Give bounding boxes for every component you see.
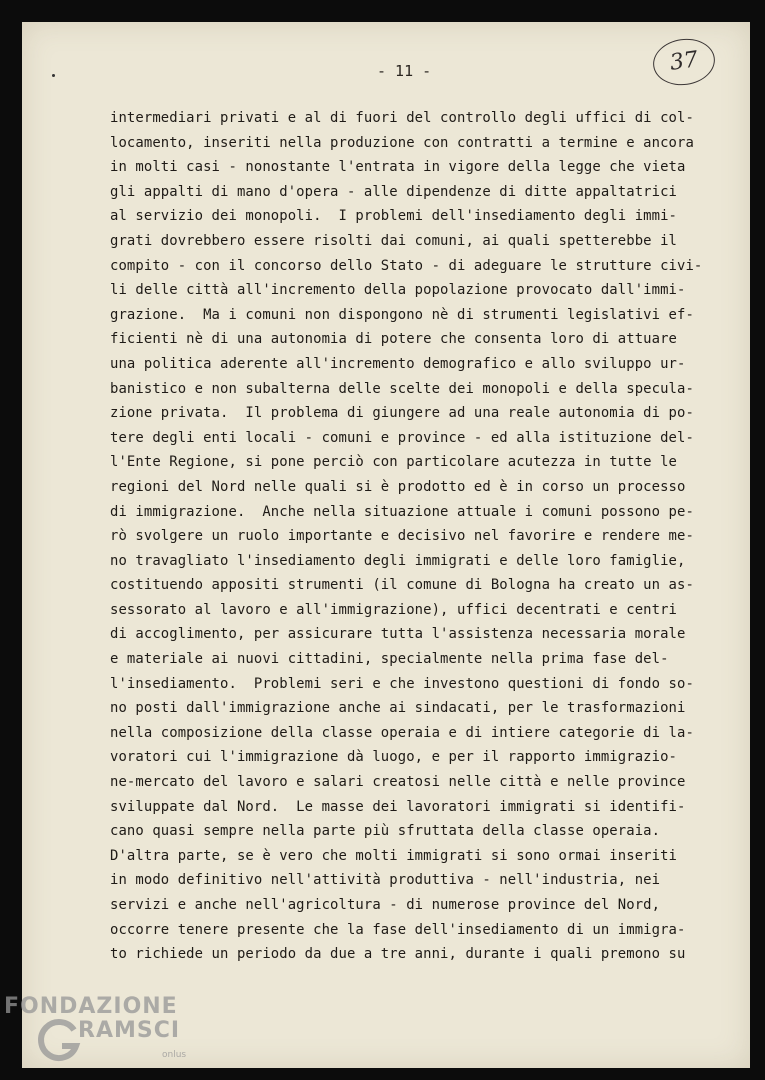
- text-line: cano quasi sempre nella parte più sfruttata della classe operaia.: [110, 823, 661, 840]
- text-line: ficienti nè di una autonomia di potere che consenta loro di attuare: [110, 331, 678, 348]
- text-line: l'insediamento. Problemi seri e che investono questioni di fondo so-: [110, 675, 694, 692]
- text-line: sessorato al lavoro e all'immigrazione), uffici decentrati e centri: [110, 601, 678, 618]
- text-line: li delle città all'incremento della popolazione provocato dall'immi-: [110, 282, 686, 299]
- text-line: D'altra parte, se è vero che molti immigrati si sono ormai inseriti: [110, 847, 678, 864]
- handwritten-folio-number: 37: [650, 35, 718, 89]
- text-line: no travagliato l'insediamento degli immigrati e delle loro famiglie,: [110, 552, 686, 569]
- text-line: servizi e anche nell'agricoltura - di numerose province del Nord,: [110, 897, 661, 913]
- watermark-onlus: onlus: [162, 1050, 187, 1060]
- text-line: voratori cui l'immigrazione dà luogo, e per il rapporto immigrazio-: [110, 749, 678, 766]
- text-line: grati dovrebbero essere risolti dai comuni, ai quali spetterebbe il: [110, 232, 678, 249]
- fondazione-gramsci-watermark: [4, 994, 194, 1074]
- text-line: di accoglimento, per assicurare tutta l'assistenza necessaria morale: [110, 626, 686, 643]
- text-line: e materiale ai nuovi cittadini, specialmente nella prima fase del-: [110, 651, 669, 668]
- text-line: in molti casi - nonostante l'entrata in vigore della legge che vieta: [110, 159, 686, 176]
- text-line: zione privata. Il problema di giungere ad una reale autonomia di po-: [110, 405, 694, 422]
- text-line: in modo definitivo nell'attività produttiva - nell'industria, nei: [110, 872, 661, 889]
- text-line: occorre tenere presente che la fase dell'insediamento di un immigra-: [110, 921, 686, 938]
- text-line: grazione. Ma i comuni non dispongono nè di strumenti legislativi ef-: [110, 306, 694, 323]
- text-line: ne-mercato del lavoro e salari creatosi nelle città e nelle province: [110, 774, 686, 791]
- body-text: [110, 106, 740, 967]
- text-line: no posti dall'immigrazione anche ai sindacati, per le trasformazioni: [110, 700, 686, 717]
- stray-ink-mark: [52, 74, 55, 77]
- text-line: tere degli enti locali - comuni e province - ed alla istituzione del-: [110, 429, 694, 446]
- page-number: - 11 -: [377, 62, 432, 80]
- watermark-line-1: FONDAZIONE: [4, 994, 178, 1019]
- text-line: una politica aderente all'incremento demografico e allo sviluppo ur-: [110, 355, 686, 372]
- text-line: regioni del Nord nelle quali si è prodotto ed è in corso un processo: [110, 478, 686, 495]
- text-line: di immigrazione. Anche nella situazione attuale i comuni possono pe-: [110, 503, 694, 520]
- text-line: costituendo appositi strumenti (il comune di Bologna ha creato un as-: [110, 577, 694, 594]
- text-line: sviluppate dal Nord. Le masse dei lavoratori immigrati si identifi-: [110, 798, 686, 815]
- gramsci-logo-icon: [34, 1016, 82, 1064]
- text-line: nella composizione della classe operaia e di intiere categorie di la-: [110, 724, 694, 741]
- text-line: intermediari privati e al di fuori del controllo degli uffici di col-: [110, 110, 694, 126]
- document-page: [22, 22, 750, 1068]
- text-line: gli appalti di mano d'opera - alle dipendenze di ditte appaltatrici: [110, 183, 678, 200]
- text-line: to richiede un periodo da due a tre anni, durante i quali premono su: [110, 946, 686, 963]
- text-line: compito - con il concorso dello Stato - di adeguare le strutture civi-: [110, 257, 703, 274]
- text-line: l'Ente Regione, si pone perciò con particolare acutezza in tutte le: [110, 454, 678, 471]
- text-line: banistico e non subalterna delle scelte dei monopoli e della specula-: [110, 380, 694, 397]
- watermark-line-2: RAMSCI: [78, 1018, 181, 1043]
- text-line: al servizio dei monopoli. I problemi dell'insediamento degli immi-: [110, 208, 678, 225]
- text-line: rò svolgere un ruolo importante e decisivo nel favorire e rendere me-: [110, 528, 694, 545]
- text-line: locamento, inseriti nella produzione con contratti a termine e ancora: [110, 134, 694, 151]
